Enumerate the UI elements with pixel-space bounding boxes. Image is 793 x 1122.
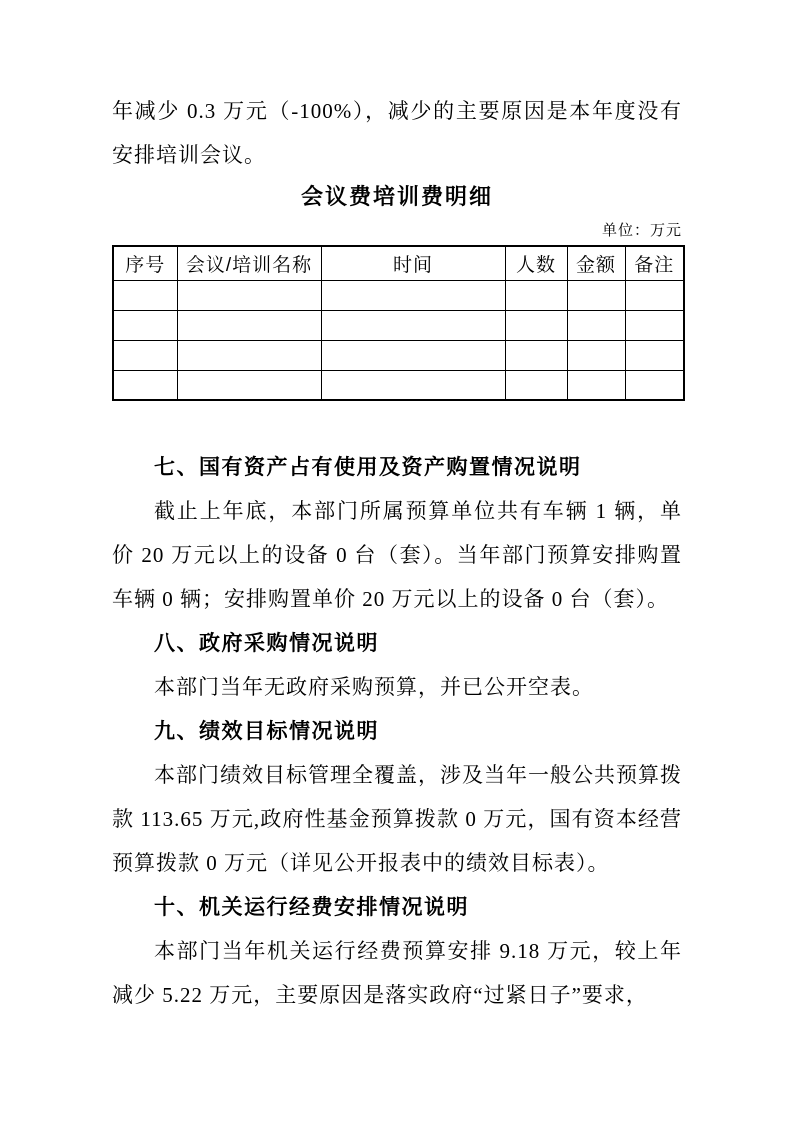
section-gov-procurement bbox=[112, 621, 682, 709]
table-cell bbox=[625, 280, 684, 310]
table-cell bbox=[321, 310, 505, 340]
section-heading-performance-targets: 九、绩效目标情况说明 bbox=[154, 719, 379, 743]
section-state-assets bbox=[112, 445, 682, 621]
table-cell bbox=[321, 340, 505, 370]
table-cell bbox=[177, 370, 321, 400]
table-cell bbox=[505, 310, 567, 340]
table-cell bbox=[505, 370, 567, 400]
table-cell bbox=[625, 340, 684, 370]
table-title: 会议费培训费明细 bbox=[300, 184, 493, 209]
table-cell bbox=[505, 340, 567, 370]
table-cell bbox=[321, 280, 505, 310]
fee-detail-table bbox=[112, 245, 685, 401]
table-row bbox=[113, 280, 684, 310]
column-header-note: 备注 bbox=[625, 246, 684, 280]
section-body-operating-expenses: 本部门当年机关运行经费预算安排 9.18 万元，较上年减少 5.22 万元，主要原因是落实政府“过紧日子”要求， bbox=[112, 939, 682, 1007]
table-cell bbox=[567, 310, 625, 340]
table-cell bbox=[177, 310, 321, 340]
fee-table-header-row bbox=[113, 246, 684, 280]
column-header-time: 时间 bbox=[321, 246, 505, 280]
table-cell bbox=[113, 310, 177, 340]
table-cell bbox=[567, 280, 625, 310]
section-body-state-assets: 截止上年底，本部门所属预算单位共有车辆 1 辆，单价 20 万元以上的设备 0 台（套）。当年部门预算安排购置车辆 0 辆；安排购置单价 20 万元以上的设备 0 台（套）。 bbox=[112, 499, 682, 611]
table-row bbox=[113, 310, 684, 340]
column-header-seq: 序号 bbox=[113, 246, 177, 280]
table-cell bbox=[113, 370, 177, 400]
table-cell bbox=[567, 340, 625, 370]
table-cell bbox=[177, 340, 321, 370]
section-heading-state-assets: 七、国有资产占有使用及资产购置情况说明 bbox=[154, 455, 582, 479]
column-header-name: 会议/培训名称 bbox=[177, 246, 321, 280]
table-cell bbox=[567, 370, 625, 400]
section-body-gov-procurement: 本部门当年无政府采购预算，并已公开空表。 bbox=[154, 675, 594, 699]
section-body-performance-targets: 本部门绩效目标管理全覆盖，涉及当年一般公共预算拨款 113.65 万元,政府性基金预算拨款 0 万元，国有资本经营预算拨款 0 万元（详见公开报表中的绩效目标表）。 bbox=[112, 763, 682, 875]
section-heading-gov-procurement: 八、政府采购情况说明 bbox=[154, 631, 379, 655]
table-row bbox=[113, 370, 684, 400]
table-cell bbox=[321, 370, 505, 400]
table-cell bbox=[113, 280, 177, 310]
table-cell bbox=[113, 340, 177, 370]
table-cell bbox=[177, 280, 321, 310]
table-row bbox=[113, 340, 684, 370]
unit-note: 单位：万元 bbox=[601, 223, 682, 239]
continuation-paragraph: 年减少 0.3 万元（-100%），减少的主要原因是本年度没有安排培训会议。 bbox=[112, 99, 682, 167]
table-cell bbox=[625, 370, 684, 400]
table-cell bbox=[505, 280, 567, 310]
column-header-people: 人数 bbox=[505, 246, 567, 280]
column-header-amount: 金额 bbox=[567, 246, 625, 280]
section-heading-operating-expenses: 十、机关运行经费安排情况说明 bbox=[154, 895, 469, 919]
table-cell bbox=[625, 310, 684, 340]
section-performance-targets bbox=[112, 709, 682, 885]
section-operating-expenses bbox=[112, 885, 682, 1017]
